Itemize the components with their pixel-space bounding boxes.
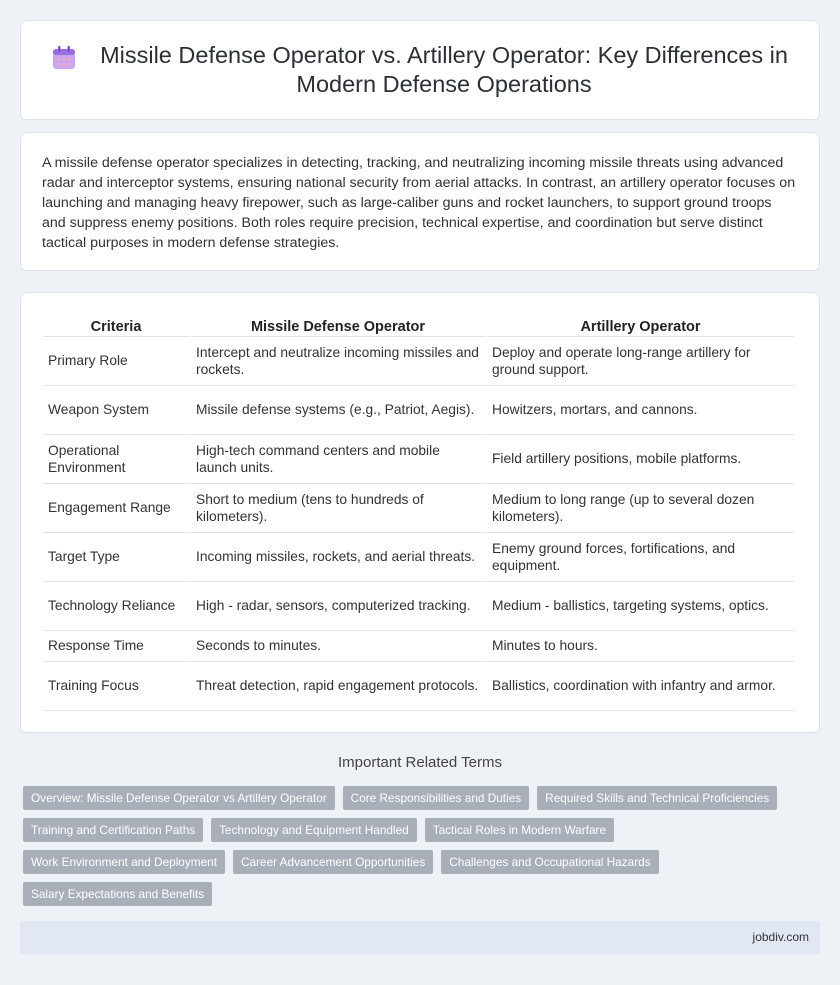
related-term-tag[interactable]: Core Responsibilities and Duties xyxy=(343,786,530,810)
table-row xyxy=(43,435,794,484)
table-cell: Target Type xyxy=(43,533,189,582)
comparison-table xyxy=(41,311,796,711)
related-term-tag[interactable]: Overview: Missile Defense Operator vs Artillery Operator xyxy=(23,786,335,810)
table-cell: Ballistics, coordination with infantry and armor. xyxy=(487,662,794,711)
page-title: Missile Defense Operator vs. Artillery Operator: Key Differences in Modern Defense Operations xyxy=(100,42,788,97)
table-cell: High-tech command centers and mobile launch units. xyxy=(191,435,485,484)
column-header: Criteria xyxy=(43,311,189,337)
related-term-tag[interactable]: Work Environment and Deployment xyxy=(23,850,225,874)
table-cell: Intercept and neutralize incoming missiles and rockets. xyxy=(191,337,485,386)
table-cell: Primary Role xyxy=(43,337,189,386)
table-cell: High - radar, sensors, computerized tracking. xyxy=(191,582,485,631)
table-cell: Technology Reliance xyxy=(43,582,189,631)
table-cell: Minutes to hours. xyxy=(487,631,794,662)
table-cell: Operational Environment xyxy=(43,435,189,484)
page-header xyxy=(20,20,820,120)
column-header: Artillery Operator xyxy=(487,311,794,337)
column-header: Missile Defense Operator xyxy=(191,311,485,337)
table-row xyxy=(43,662,794,711)
table-row xyxy=(43,533,794,582)
table-cell: Seconds to minutes. xyxy=(191,631,485,662)
comparison-table-card xyxy=(20,292,820,733)
footer-site-link[interactable]: jobdiv.com xyxy=(752,930,809,944)
table-cell: Incoming missiles, rockets, and aerial threats. xyxy=(191,533,485,582)
table-cell: Threat detection, rapid engagement protocols. xyxy=(191,662,485,711)
table-cell: Medium to long range (up to several dozen kilometers). xyxy=(487,484,794,533)
table-row xyxy=(43,386,794,435)
related-terms-list xyxy=(23,786,813,914)
related-term-tag[interactable]: Salary Expectations and Benefits xyxy=(23,882,212,906)
related-terms-heading: Important Related Terms xyxy=(338,754,502,771)
table-cell: Field artillery positions, mobile platforms. xyxy=(487,435,794,484)
footer xyxy=(20,921,820,954)
related-term-tag[interactable]: Training and Certification Paths xyxy=(23,818,203,842)
table-cell: Enemy ground forces, fortifications, and equipment. xyxy=(487,533,794,582)
table-row xyxy=(43,582,794,631)
related-term-tag[interactable]: Challenges and Occupational Hazards xyxy=(441,850,658,874)
table-cell: Weapon System xyxy=(43,386,189,435)
table-cell: Howitzers, mortars, and cannons. xyxy=(487,386,794,435)
table-row xyxy=(43,484,794,533)
table-cell: Short to medium (tens to hundreds of kilometers). xyxy=(191,484,485,533)
related-term-tag[interactable]: Required Skills and Technical Proficiencies xyxy=(537,786,777,810)
table-cell: Missile defense systems (e.g., Patriot, Aegis). xyxy=(191,386,485,435)
table-header-row xyxy=(43,311,794,337)
calendar-icon xyxy=(51,45,77,71)
table-row xyxy=(43,337,794,386)
related-term-tag[interactable]: Career Advancement Opportunities xyxy=(233,850,433,874)
table-cell: Engagement Range xyxy=(43,484,189,533)
intro-section xyxy=(20,132,820,271)
related-term-tag[interactable]: Tactical Roles in Modern Warfare xyxy=(425,818,614,842)
table-cell: Response Time xyxy=(43,631,189,662)
table-row xyxy=(43,631,794,662)
related-term-tag[interactable]: Technology and Equipment Handled xyxy=(211,818,417,842)
table-cell: Training Focus xyxy=(43,662,189,711)
table-cell: Medium - ballistics, targeting systems, optics. xyxy=(487,582,794,631)
intro-text: A missile defense operator specializes in detecting, tracking, and neutralizing incoming missile threats using advanced radar and interceptor systems, ensuring national security from aerial attacks. In contrast, an artillery operator focuses on launching and managing heavy firepower, such as large-caliber guns and rocket launchers, to support ground troops and suppress enemy positions. Both roles require precision, technical expertise, and coordination but serve distinct tactical purposes in modern defense strategies. xyxy=(42,155,796,251)
table-cell: Deploy and operate long-range artillery for ground support. xyxy=(487,337,794,386)
